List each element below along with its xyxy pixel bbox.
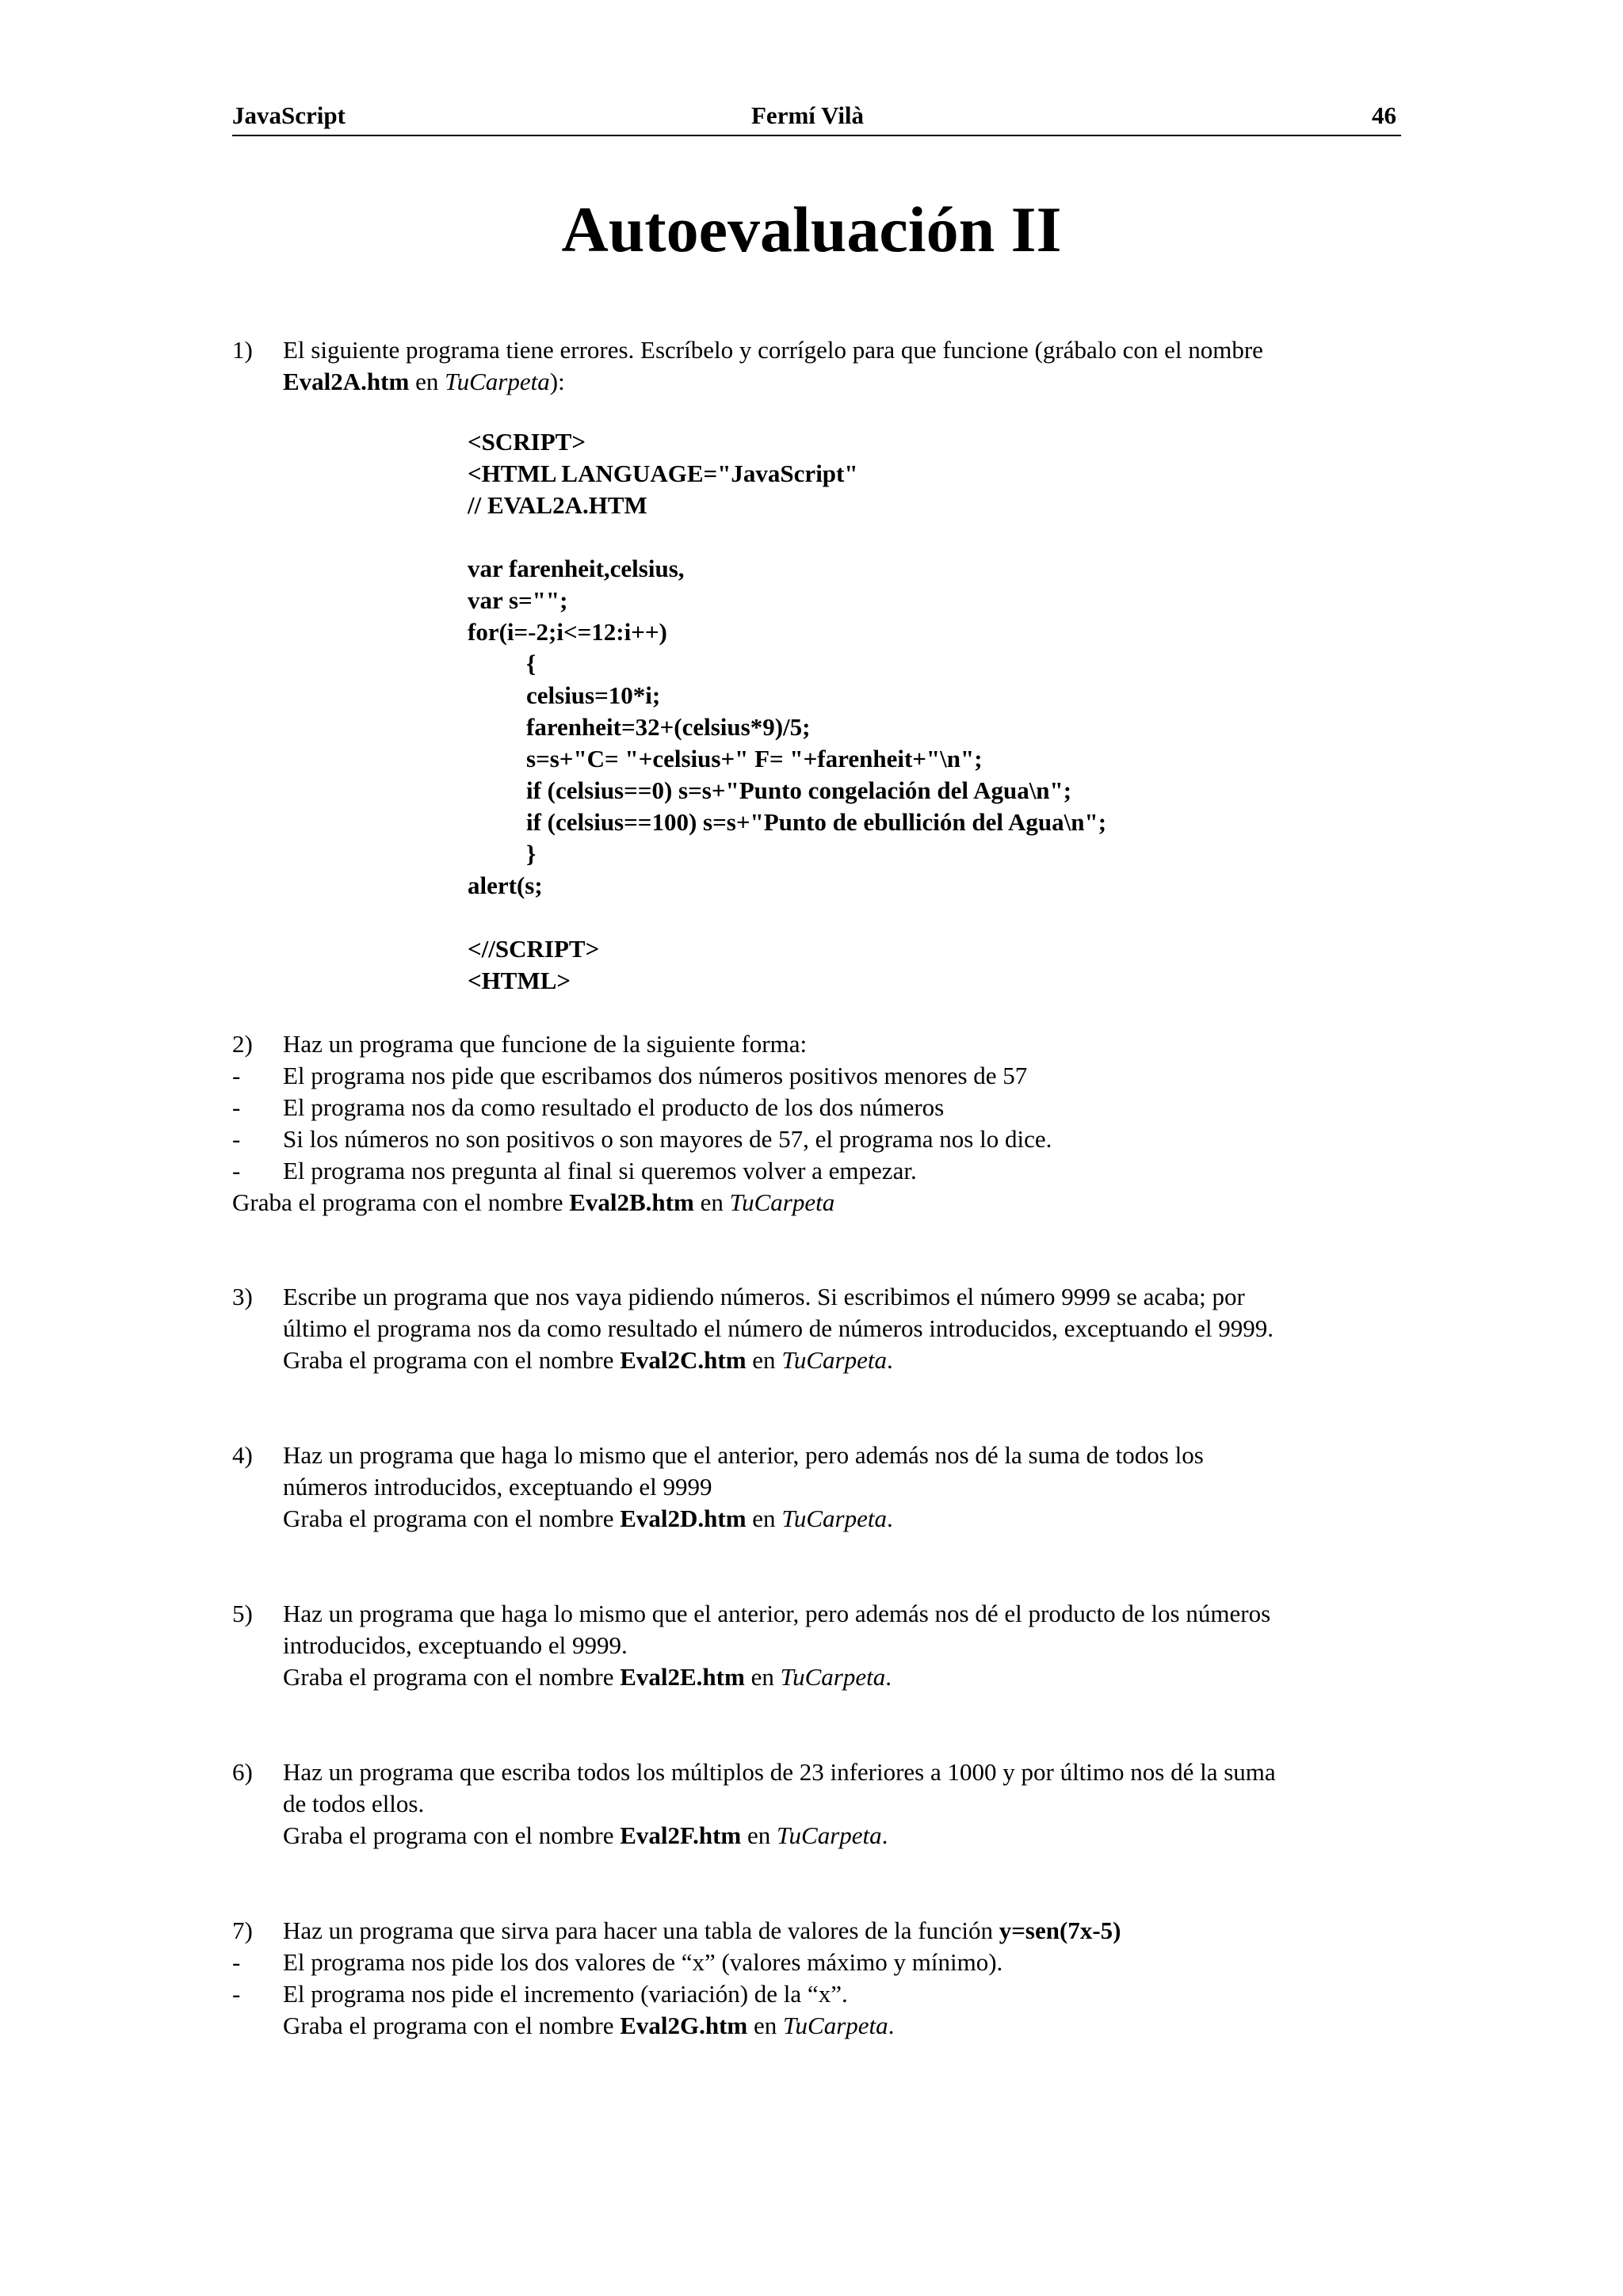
- bullet-text: Si los números no son positivos o son mayores de 57, el programa nos lo dice.: [283, 1125, 1052, 1153]
- code-line: {: [526, 650, 537, 677]
- bullet-text: El programa nos pide que escribamos dos números positivos menores de 57: [283, 1062, 1028, 1089]
- code-line: var farenheit,celsius,: [468, 555, 685, 582]
- running-header: [232, 98, 1401, 136]
- folder-name: TuCarpeta: [783, 2012, 888, 2039]
- bullet-dash: -: [232, 1980, 241, 2008]
- question-number: 7): [232, 1917, 253, 1944]
- save-instruction: [283, 1344, 893, 1376]
- folder-name: TuCarpeta: [781, 1346, 887, 1374]
- code-line: alert(s;: [468, 871, 543, 899]
- bullet-text: El programa nos pregunta al final si queremos volver a empezar.: [283, 1157, 917, 1184]
- file-name: Eval2B.htm: [569, 1188, 694, 1216]
- save-instruction: [283, 1820, 888, 1852]
- connector-text: en: [746, 1505, 782, 1532]
- header-book-title: JavaScript: [232, 101, 346, 129]
- question-number: 4): [232, 1441, 253, 1469]
- page-title: Autoevaluación II: [561, 193, 1062, 265]
- question-6: [232, 1756, 1413, 1852]
- code-line: <//SCRIPT>: [468, 935, 600, 963]
- question-number: 5): [232, 1600, 253, 1627]
- punctuation: .: [888, 2012, 895, 2039]
- bullet-text: El programa nos pide el incremento (variación) de la “x”.: [283, 1980, 848, 2008]
- file-name: Eval2C.htm: [620, 1346, 747, 1374]
- question-text: Haz un programa que funcione de la siguiente forma:: [283, 1030, 808, 1058]
- folder-name: TuCarpeta: [780, 1663, 886, 1691]
- code-line: <SCRIPT>: [468, 428, 586, 456]
- question-text: [283, 1915, 1121, 1947]
- question-text-body: Haz un programa que sirva para hacer una tabla de valores de la función: [283, 1917, 999, 1944]
- question-text-continued: [283, 366, 565, 398]
- code-line: var s="";: [468, 586, 568, 614]
- question-text: Haz un programa que escriba todos los múltiplos de 23 inferiores a 1000 y por último nos dé la suma: [283, 1758, 1276, 1786]
- code-line: for(i=-2;i<=12:i++): [468, 618, 667, 646]
- question-4: [232, 1440, 1413, 1535]
- folder-name: TuCarpeta: [445, 368, 550, 395]
- bullet-dash: -: [232, 1125, 241, 1153]
- question-text: El siguiente programa tiene errores. Escríbelo y corrígelo para que funcione (grábalo con el nombre: [283, 336, 1263, 364]
- code-listing: [468, 426, 1106, 997]
- file-name: Eval2D.htm: [620, 1505, 747, 1532]
- header-author: Fermí Vilà: [751, 101, 865, 129]
- bullet-text: El programa nos pide los dos valores de “x” (valores máximo y mínimo).: [283, 1948, 1003, 1976]
- code-line: celsius=10*i;: [526, 681, 661, 709]
- punctuation: .: [886, 1505, 893, 1532]
- file-name: Eval2G.htm: [620, 2012, 748, 2039]
- folder-name: TuCarpeta: [781, 1505, 887, 1532]
- punctuation: .: [881, 1821, 888, 1849]
- question-2: [232, 1028, 1413, 1219]
- code-line: <HTML LANGUAGE="JavaScript": [468, 460, 858, 487]
- header-page-number: 46: [1372, 101, 1396, 129]
- question-1: [232, 334, 1413, 398]
- file-name: Eval2A.htm: [283, 368, 410, 395]
- folder-name: TuCarpeta: [729, 1188, 835, 1216]
- bullet-dash: -: [232, 1157, 241, 1184]
- folder-name: TuCarpeta: [777, 1821, 882, 1849]
- file-name: Eval2E.htm: [620, 1663, 745, 1691]
- connector-text: en: [741, 1821, 777, 1849]
- connector-text: en: [746, 1346, 782, 1374]
- save-instruction: [283, 1661, 892, 1693]
- question-number: 6): [232, 1758, 253, 1786]
- code-line: s=s+"C= "+celsius+" F= "+farenheit+"\n";: [526, 745, 983, 772]
- file-name: Eval2F.htm: [620, 1821, 742, 1849]
- save-text: Graba el programa con el nombre: [283, 1505, 621, 1532]
- question-text: Escribe un programa que nos vaya pidiendo números. Si escribimos el número 9999 se acaba; por: [283, 1283, 1245, 1310]
- question-text-continued: de todos ellos.: [283, 1790, 425, 1817]
- bullet-text: El programa nos da como resultado el producto de los dos números: [283, 1093, 945, 1121]
- code-line: if (celsius==100) s=s+"Punto de ebullición del Agua\n";: [526, 808, 1107, 836]
- save-instruction: [232, 1187, 834, 1219]
- connector-text: en: [409, 368, 445, 395]
- save-instruction: [283, 2010, 894, 2042]
- save-text: Graba el programa con el nombre: [283, 1821, 621, 1849]
- save-text: Graba el programa con el nombre: [283, 1346, 621, 1374]
- code-line: farenheit=32+(celsius*9)/5;: [526, 713, 811, 741]
- punctuation: .: [885, 1663, 892, 1691]
- code-line: [468, 521, 1106, 553]
- code-line: // EVAL2A.HTM: [468, 491, 647, 519]
- code-line: [468, 902, 1106, 933]
- code-line: }: [526, 840, 537, 868]
- function-expression: y=sen(7x-5): [999, 1917, 1121, 1944]
- question-3: [232, 1281, 1413, 1376]
- code-line: if (celsius==0) s=s+"Punto congelación del Agua\n";: [526, 776, 1072, 804]
- punctuation: .: [886, 1346, 893, 1374]
- question-number: 1): [232, 336, 253, 364]
- bullet-dash: -: [232, 1093, 241, 1121]
- question-5: [232, 1598, 1413, 1693]
- code-line: <HTML>: [468, 967, 571, 994]
- connector-text: en: [747, 2012, 784, 2039]
- bullet-dash: -: [232, 1062, 241, 1089]
- save-text: Graba el programa con el nombre: [283, 2012, 621, 2039]
- connector-text: en: [693, 1188, 730, 1216]
- question-number: 2): [232, 1030, 253, 1058]
- question-7: [232, 1915, 1413, 2042]
- save-instruction: [283, 1503, 893, 1535]
- punctuation: ):: [549, 368, 565, 395]
- question-number: 3): [232, 1283, 253, 1310]
- save-text: Graba el programa con el nombre: [283, 1663, 621, 1691]
- connector-text: en: [744, 1663, 781, 1691]
- question-text-continued: números introducidos, exceptuando el 9999: [283, 1473, 712, 1501]
- save-text: Graba el programa con el nombre: [232, 1188, 570, 1216]
- question-text: Haz un programa que haga lo mismo que el anterior, pero además nos dé la suma de todos los: [283, 1441, 1204, 1469]
- question-text-continued: introducidos, exceptuando el 9999.: [283, 1631, 628, 1659]
- question-text-continued: último el programa nos da como resultado el número de números introducidos, exceptuando el 9999.: [283, 1314, 1274, 1342]
- bullet-dash: -: [232, 1948, 241, 1976]
- question-text: Haz un programa que haga lo mismo que el anterior, pero además nos dé el producto de los números: [283, 1600, 1271, 1627]
